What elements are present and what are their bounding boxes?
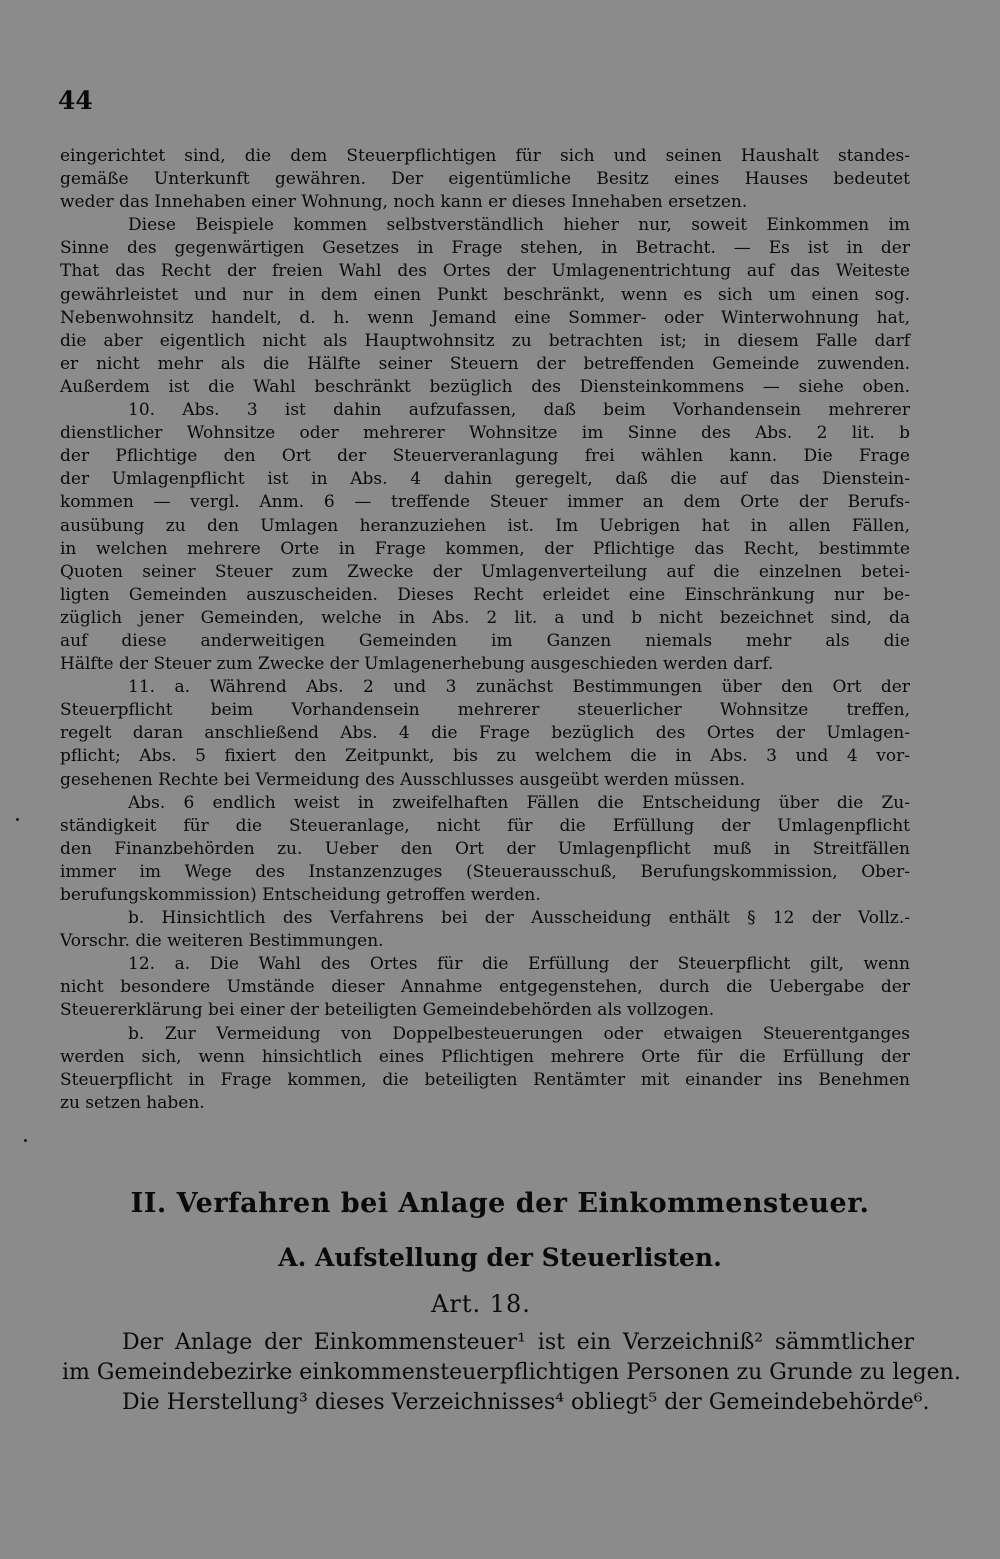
note-line: ausübung zu den Umlagen heranzuziehen ist. Im Uebrigen hat in allen Fällen, (60, 515, 910, 536)
note-line: That das Recht der freien Wahl des Ortes der Umlagenentrichtung auf das Weiteste (60, 261, 910, 282)
note-line: Abs. 6 endlich weist in zweifelhaften Fällen die Entscheidung über die Zu- (128, 792, 910, 813)
note-line: Sinne des gegenwärtigen Gesetzes in Frage stehen, in Betracht. — Es ist in der (60, 238, 910, 259)
note-line: pflicht; Abs. 5 fixiert den Zeitpunkt, bis zu welchem die in Abs. 3 und 4 vor- (60, 746, 910, 767)
note-line: Vorschr. die weiteren Bestimmungen. (60, 931, 384, 952)
scan-speck (24, 1139, 27, 1142)
article-line: Die Herstellung³ dieses Verzeichnisses⁴ obliegt⁵ der Gemeindebehörde⁶. (122, 1390, 930, 1415)
note-line: berufungskommission) Entscheidung getroffen werden. (60, 885, 541, 905)
note-line: Nebenwohnsitz handelt, d. h. wenn Jemand eine Sommer- oder Winterwohnung hat, (60, 307, 910, 328)
subsection-heading: A. Aufstellung der Steuerlisten. (278, 1243, 722, 1272)
note-line: der Umlagenpflicht ist in Abs. 4 dahin geregelt, daß die auf das Dienstein- (60, 469, 910, 490)
note-line: die aber eigentlich nicht als Hauptwohnsitz zu betrachten ist; in diesem Falle darf (60, 330, 910, 351)
note-line: gemäße Unterkunft gewähren. Der eigentümliche Besitz eines Hauses bedeutet (60, 169, 910, 190)
note-line: züglich jener Gemeinden, welche in Abs. 2 lit. a und b nicht bezeichnet sind, da (60, 607, 910, 628)
article-text (62, 1328, 961, 1418)
note-line: gesehenen Rechte bei Vermeidung des Ausschlusses ausgeübt werden müssen. (60, 769, 746, 790)
note-line: zu setzen haben. (60, 1092, 205, 1113)
note-line: der Pflichtige den Ort der Steuerveranlagung frei wählen kann. Die Frage (60, 446, 910, 467)
note-line: b. Zur Vermeidung von Doppelbesteuerungen oder etwaigen Steuerentganges (128, 1023, 910, 1044)
note-line: er nicht mehr als die Hälfte seiner Steuern der betreffenden Gemeinde zuwenden. (60, 353, 910, 374)
article-line: Der Anlage der Einkommensteuer¹ ist ein Verzeichniß² sämmtlicher (122, 1330, 914, 1355)
note-line: in welchen mehrere Orte in Frage kommen, der Pflichtige das Recht, bestimmte (60, 538, 910, 559)
annotation-notes (60, 145, 910, 1115)
note-line: Diese Beispiele kommen selbstverständlich hieher nur, soweit Einkommen im (128, 215, 910, 236)
note-line: werden sich, wenn hinsichtlich eines Pflichtigen mehrere Orte für die Erfüllung der (60, 1046, 910, 1067)
note-line: Außerdem ist die Wahl beschränkt bezüglich des Diensteinkommens — siehe oben. (60, 376, 910, 397)
note-line: nicht besondere Umstände dieser Annahme entgegenstehen, durch die Uebergabe der (60, 977, 910, 998)
note-line: kommen — vergl. Anm. 6 — treffende Steuer immer an dem Orte der Berufs- (60, 492, 910, 513)
note-line: Steuererklärung bei einer der beteiligten Gemeindebehörden als vollzogen. (60, 1000, 715, 1021)
article-line: im Gemeindebezirke einkommensteuerpflichtigen Personen zu Grunde zu legen. (62, 1360, 961, 1385)
note-line: 12. a. Die Wahl des Ortes für die Erfüllung der Steuerpflicht gilt, wenn (128, 954, 910, 975)
note-line: Hälfte der Steuer zum Zwecke der Umlagenerhebung ausgeschieden werden darf. (60, 654, 774, 675)
note-line: auf diese anderweitigen Gemeinden im Ganzen niemals mehr als die (60, 630, 910, 651)
page-number: 44 (58, 86, 93, 115)
article-label: Art. 18. (431, 1290, 531, 1318)
note-line: ständigkeit für die Steueranlage, nicht für die Erfüllung der Umlagenpflicht (60, 815, 910, 836)
section-heading: II. Verfahren bei Anlage der Einkommensteuer. (130, 1188, 870, 1219)
note-line: eingerichtet sind, die dem Steuerpflichtigen für sich und seinen Haushalt standes- (60, 146, 910, 166)
note-line: regelt daran anschließend Abs. 4 die Frage bezüglich des Ortes der Umlagen- (60, 723, 910, 744)
note-line: Quoten seiner Steuer zum Zwecke der Umlagenverteilung auf die einzelnen betei- (60, 561, 910, 582)
note-line: 10. Abs. 3 ist dahin aufzufassen, daß beim Vorhandensein mehrerer (128, 400, 910, 421)
note-line: Steuerpflicht beim Vorhandensein mehrerer steuerlicher Wohnsitze treffen, (60, 700, 910, 721)
note-line: den Finanzbehörden zu. Ueber den Ort der Umlagenpflicht muß in Streitfällen (60, 838, 910, 859)
scan-speck (16, 818, 19, 821)
note-line: ligten Gemeinden auszuscheiden. Dieses Recht erleidet eine Einschränkung nur be- (60, 584, 910, 605)
note-line: 11. a. Während Abs. 2 und 3 zunächst Bestimmungen über den Ort der (128, 677, 910, 698)
note-line: immer im Wege des Instanzenzuges (Steuerausschuß, Berufungskommission, Ober- (60, 861, 910, 882)
note-line: weder das Innehaben einer Wohnung, noch kann er dieses Innehaben ersetzen. (60, 192, 748, 213)
note-line: b. Hinsichtlich des Verfahrens bei der Ausscheidung enthält § 12 der Vollz.- (128, 908, 910, 929)
note-line: gewährleistet und nur in dem einen Punkt beschränkt, wenn es sich um einen sog. (60, 284, 910, 305)
note-line: dienstlicher Wohnsitze oder mehrerer Wohnsitze im Sinne des Abs. 2 lit. b (60, 423, 910, 444)
note-line: Steuerpflicht in Frage kommen, die beteiligten Rentämter mit einander ins Benehmen (60, 1069, 910, 1090)
